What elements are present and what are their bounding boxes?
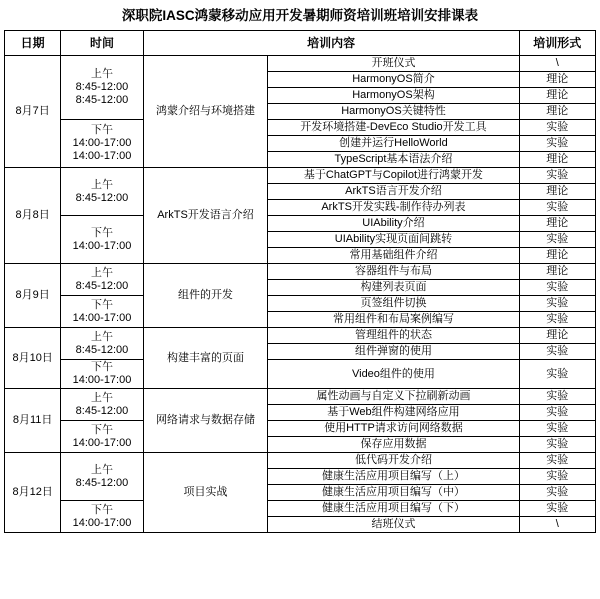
- form-cell: 实验: [519, 232, 595, 248]
- time-range-label: 8:45-12:00: [75, 279, 129, 292]
- content-cell: 开班仪式: [268, 56, 519, 72]
- time-period-label: 下午: [90, 226, 113, 239]
- content-cell: 构建列表页面: [268, 280, 519, 296]
- time-cell: [61, 501, 143, 533]
- form-cell: 实验: [519, 469, 595, 485]
- time-cell: [61, 168, 143, 216]
- topic-cell: 构建丰富的页面: [143, 328, 268, 389]
- form-cell: 实验: [519, 120, 595, 136]
- time-cell: [61, 421, 143, 453]
- form-cell: 实验: [519, 344, 595, 360]
- form-cell: 理论: [519, 184, 595, 200]
- form-cell: 实验: [519, 136, 595, 152]
- form-cell: 实验: [519, 437, 595, 453]
- date-cell: 8月7日: [5, 56, 61, 168]
- time-period-label: 上午: [90, 330, 113, 343]
- time-period-label: 上午: [90, 463, 113, 476]
- content-cell: ArkTS开发实践-制作待办列表: [268, 200, 519, 216]
- date-cell: 8月8日: [5, 168, 61, 264]
- table-row: [5, 168, 596, 184]
- time-cell: [61, 453, 143, 501]
- header-date: 日期: [5, 31, 61, 56]
- form-cell: \: [519, 56, 595, 72]
- time-cell: [61, 120, 143, 168]
- table-row: [5, 120, 596, 136]
- time-range-label-extra: 14:00-17:00: [72, 150, 132, 162]
- date-cell: 8月10日: [5, 328, 61, 389]
- table-row: [5, 421, 596, 437]
- time-cell: [61, 56, 143, 120]
- form-cell: 理论: [519, 248, 595, 264]
- form-cell: 理论: [519, 216, 595, 232]
- content-cell: HarmonyOS简介: [268, 72, 519, 88]
- form-cell: 实验: [519, 360, 595, 389]
- date-cell: 8月9日: [5, 264, 61, 328]
- table-row: [5, 56, 596, 72]
- date-cell: 8月12日: [5, 453, 61, 533]
- form-cell: 理论: [519, 104, 595, 120]
- header-content: 培训内容: [143, 31, 519, 56]
- content-cell: 组件弹窗的使用: [268, 344, 519, 360]
- form-cell: 实验: [519, 485, 595, 501]
- form-cell: 实验: [519, 296, 595, 312]
- time-cell: [61, 389, 143, 421]
- training-schedule-table: [4, 30, 596, 533]
- time-period-label: 上午: [90, 391, 113, 404]
- content-cell: UIAbility实现页面间跳转: [268, 232, 519, 248]
- table-row: [5, 296, 596, 312]
- form-cell: 理论: [519, 328, 595, 344]
- time-period-label: 上午: [90, 178, 113, 191]
- form-cell: 实验: [519, 421, 595, 437]
- content-cell: 保存应用数据: [268, 437, 519, 453]
- time-period-label: 上午: [90, 68, 113, 80]
- form-cell: 理论: [519, 152, 595, 168]
- header-time: 时间: [61, 31, 143, 56]
- time-period-label: 下午: [90, 423, 113, 436]
- content-cell: 属性动画与自定义下拉刷新动画: [268, 389, 519, 405]
- content-cell: HarmonyOS关键特性: [268, 104, 519, 120]
- form-cell: 理论: [519, 264, 595, 280]
- time-period-label: 下午: [90, 503, 113, 516]
- content-cell: 低代码开发介绍: [268, 453, 519, 469]
- time-cell: [61, 216, 143, 264]
- time-range-label: 14:00-17:00: [72, 374, 132, 386]
- form-cell: 实验: [519, 389, 595, 405]
- content-cell: 开发环境搭建-DevEco Studio开发工具: [268, 120, 519, 136]
- date-cell: 8月11日: [5, 389, 61, 453]
- content-cell: UIAbility介绍: [268, 216, 519, 232]
- time-range-label: 8:45-12:00: [75, 476, 129, 489]
- table-row: [5, 501, 596, 517]
- time-cell: [61, 360, 143, 389]
- time-period-label: 下午: [90, 361, 113, 373]
- time-range-label: 8:45-12:00: [75, 81, 129, 93]
- time-cell: [61, 328, 143, 360]
- content-cell: Video组件的使用: [268, 360, 519, 389]
- content-cell: 健康生活应用项目编写（上）: [268, 469, 519, 485]
- time-range-label: 14:00-17:00: [72, 436, 132, 449]
- content-cell: TypeScript基本语法介绍: [268, 152, 519, 168]
- time-range-label-extra: 8:45-12:00: [75, 94, 129, 106]
- content-cell: 创建并运行HelloWorld: [268, 136, 519, 152]
- content-cell: ArkTS语言开发介绍: [268, 184, 519, 200]
- time-cell: [61, 296, 143, 328]
- topic-cell: 网络请求与数据存储: [143, 389, 268, 453]
- form-cell: 实验: [519, 405, 595, 421]
- table-row: [5, 389, 596, 405]
- table-row: [5, 264, 596, 280]
- time-cell: [61, 264, 143, 296]
- time-range-label: 14:00-17:00: [72, 137, 132, 149]
- content-cell: HarmonyOS架构: [268, 88, 519, 104]
- content-cell: 健康生活应用项目编写（中）: [268, 485, 519, 501]
- time-range-label: 14:00-17:00: [72, 239, 132, 252]
- form-cell: 理论: [519, 88, 595, 104]
- form-cell: \: [519, 517, 595, 533]
- time-range-label: 8:45-12:00: [75, 191, 129, 204]
- header-form: 培训形式: [519, 31, 595, 56]
- topic-cell: 项目实战: [143, 453, 268, 533]
- form-cell: 实验: [519, 200, 595, 216]
- table-row: [5, 360, 596, 389]
- content-cell: 常用组件和布局案例编写: [268, 312, 519, 328]
- table-row: [5, 453, 596, 469]
- topic-cell: 组件的开发: [143, 264, 268, 328]
- time-period-label: 下午: [90, 298, 113, 311]
- table-row: [5, 216, 596, 232]
- time-range-label: 8:45-12:00: [75, 343, 129, 356]
- content-cell: 页签组件切换: [268, 296, 519, 312]
- table-header-row: [5, 31, 596, 56]
- content-cell: 管理组件的状态: [268, 328, 519, 344]
- page-title: 深职院IASC鸿蒙移动应用开发暑期师资培训班培训安排课表: [121, 8, 479, 23]
- topic-cell: ArkTS开发语言介绍: [143, 168, 268, 264]
- form-cell: 实验: [519, 312, 595, 328]
- form-cell: 实验: [519, 168, 595, 184]
- content-cell: 健康生活应用项目编写（下）: [268, 501, 519, 517]
- form-cell: 实验: [519, 280, 595, 296]
- time-period-label: 下午: [90, 124, 113, 136]
- content-cell: 使用HTTP请求访问网络数据: [268, 421, 519, 437]
- time-range-label: 14:00-17:00: [72, 311, 132, 324]
- time-range-label: 8:45-12:00: [75, 404, 129, 417]
- content-cell: 基于Web组件构建网络应用: [268, 405, 519, 421]
- form-cell: 理论: [519, 72, 595, 88]
- topic-cell: 鸿蒙介绍与环境搭建: [143, 56, 268, 168]
- content-cell: 容器组件与布局: [268, 264, 519, 280]
- form-cell: 实验: [519, 501, 595, 517]
- time-period-label: 上午: [90, 266, 113, 279]
- content-cell: 结班仪式: [268, 517, 519, 533]
- content-cell: 基于ChatGPT与Copilot进行鸿蒙开发: [268, 168, 519, 184]
- table-row: [5, 328, 596, 344]
- content-cell: 常用基础组件介绍: [268, 248, 519, 264]
- time-range-label: 14:00-17:00: [72, 516, 132, 529]
- form-cell: 实验: [519, 453, 595, 469]
